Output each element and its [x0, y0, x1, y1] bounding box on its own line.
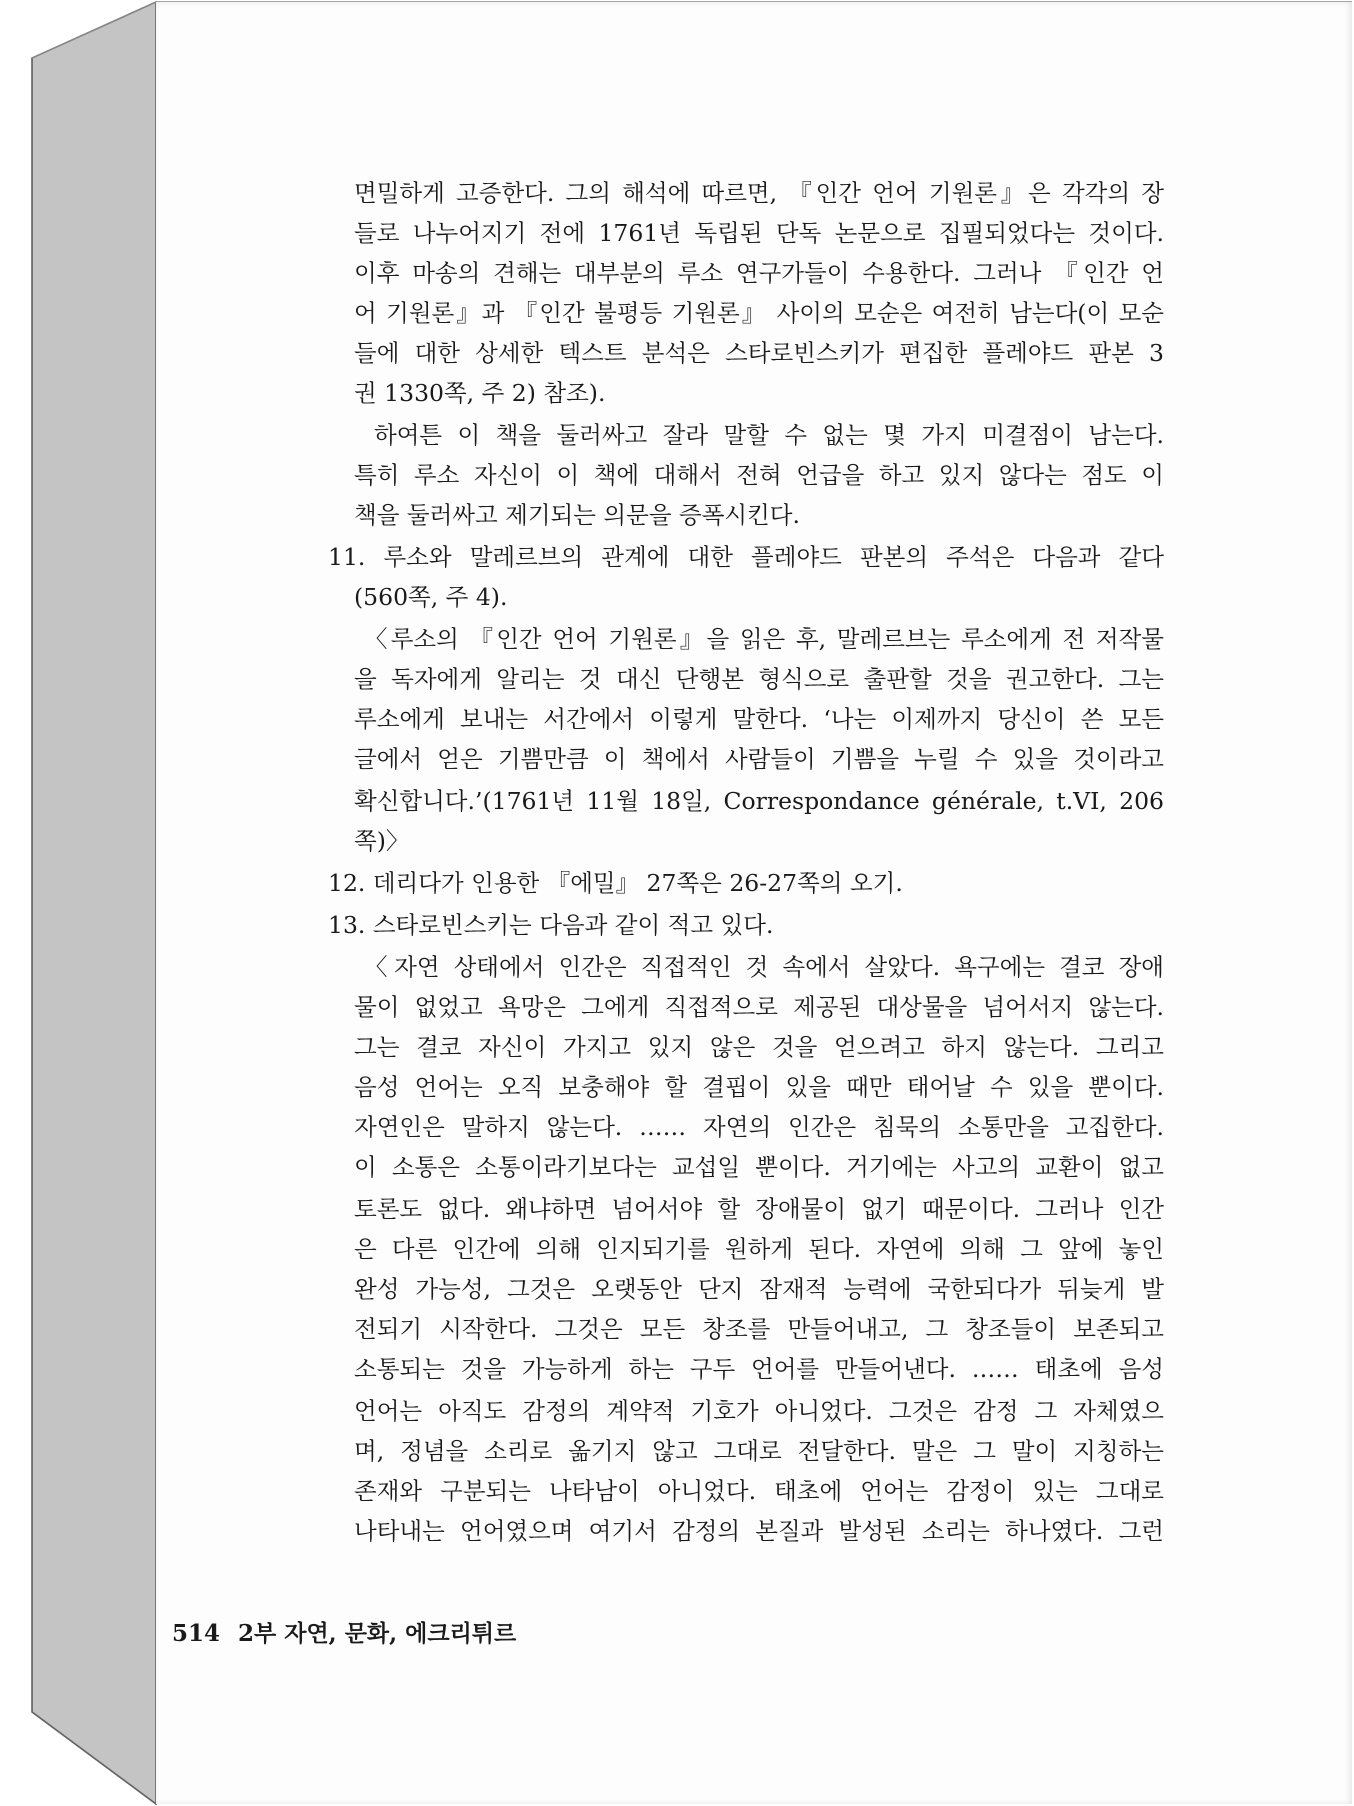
text-line: (560쪽, 주 4).	[354, 583, 508, 611]
text-line: 소통되는 것을 가능하게 하는 구두 언어를 만들어낸다. …… 태초에 음성	[354, 1355, 1164, 1383]
text-line: 〈루소의 『인간 언어 기원론』을 읽은 후, 말레르브는 루소에게 전 저작물	[364, 625, 1164, 653]
note-12-line: 12. 데리다가 인용한 『에밀』 27쪽은 26-27쪽의 오기.	[328, 869, 903, 897]
text-line: 은 다른 인간에 의해 인지되기를 원하게 된다. 자연에 의해 그 앞에 놓인	[354, 1235, 1164, 1263]
text-line: 책을 둘러싸고 제기되는 의문을 증폭시킨다.	[354, 501, 800, 529]
text-line: 〈자연 상태에서 인간은 직접적인 것 속에서 살았다. 욕구에는 결코 장애	[364, 953, 1164, 981]
page-number: 514	[172, 1620, 221, 1647]
text-line: 권 1330쪽, 주 2) 참조).	[354, 379, 606, 407]
running-head: 2부 자연, 문화, 에크리튀르	[238, 1620, 517, 1647]
text-line: 토론도 없다. 왜냐하면 넘어서야 할 장애물이 없기 때문이다. 그러나 인간	[354, 1195, 1164, 1223]
text-line: 을 독자에게 알리는 것 대신 단행본 형식으로 출판할 것을 권고한다. 그는	[354, 665, 1164, 693]
text-line: 이후 마송의 견해는 대부분의 루소 연구가들이 수용한다. 그러나 『인간 언	[354, 259, 1164, 287]
text-line: 전되기 시작한다. 그것은 모든 창조를 만들어내고, 그 창조들이 보존되고	[354, 1315, 1164, 1343]
text-line: 특히 루소 자신이 이 책에 대해서 전혀 언급을 하고 있지 않다는 점도 이	[354, 461, 1164, 489]
text-line: 언어는 아직도 감정의 계약적 기호가 아니었다. 그것은 감정 그 자체였으	[354, 1397, 1164, 1425]
text-line: 루소에게 보내는 서간에서 이렇게 말한다. ‘나는 이제까지 당신이 쓴 모든	[354, 705, 1164, 733]
text-line: 글에서 얻은 기쁨만큼 이 책에서 사람들이 기쁨을 누릴 수 있을 것이라고	[354, 745, 1164, 773]
text-line: 들에 대한 상세한 텍스트 분석은 스타로빈스키가 편집한 플레야드 판본 3	[354, 339, 1164, 367]
text-line: 물이 없었고 욕망은 그에게 직접적으로 제공된 대상물을 넘어서지 않는다.	[354, 993, 1164, 1021]
book-spine	[32, 2, 156, 1804]
text-line: 면밀하게 고증한다. 그의 해석에 따르면, 『인간 언어 기원론』은 각각의 장	[354, 179, 1164, 207]
text-line: 확신합니다.’(1761년 11월 18일, Correspondance générale, t.VI, 206	[354, 787, 1164, 815]
text-line: 나타내는 언어였으며 여기서 감정의 본질과 발성된 소리는 하나였다. 그런	[354, 1517, 1164, 1545]
text-line: 음성 언어는 오직 보충해야 할 결핍이 있을 때만 태어날 수 있을 뿐이다.	[354, 1073, 1164, 1101]
text-line: 그는 결코 자신이 가지고 있지 않은 것을 얻으려고 하지 않는다. 그리고	[354, 1033, 1165, 1061]
text-line: 며, 정념을 소리로 옮기지 않고 그대로 전달한다. 말은 그 말이 지칭하는	[354, 1437, 1164, 1465]
text-line: 하여튼 이 책을 둘러싸고 잘라 말할 수 없는 몇 가지 미결점이 남는다.	[374, 421, 1164, 449]
text-line: 어 기원론』과 『인간 불평등 기원론』 사이의 모순은 여전히 남는다(이 모순	[354, 299, 1164, 327]
text-line: 들로 나누어지기 전에 1761년 독립된 단독 논문으로 집필되었다는 것이다.	[354, 219, 1164, 247]
text-line: 존재와 구분되는 나타남이 아니었다. 태초에 언어는 감정이 있는 그대로	[354, 1477, 1164, 1505]
page-footer	[172, 1615, 534, 1648]
text-line: 쪽)〉	[354, 827, 410, 855]
text-line: 자연인은 말하지 않는다. …… 자연의 인간은 침묵의 소통만을 고집한다.	[354, 1113, 1164, 1141]
text-line: 완성 가능성, 그것은 오랫동안 단지 잠재적 능력에 국한되다가 뒤늦게 발	[354, 1275, 1164, 1303]
note-11-line: 11. 루소와 말레르브의 관계에 대한 플레야드 판본의 주석은 다음과 같다	[328, 543, 1164, 571]
text-line: 이 소통은 소통이라기보다는 교섭일 뿐이다. 거기에는 사고의 교환이 없고	[354, 1153, 1164, 1181]
note-13-line: 13. 스타로빈스키는 다음과 같이 적고 있다.	[328, 911, 774, 939]
